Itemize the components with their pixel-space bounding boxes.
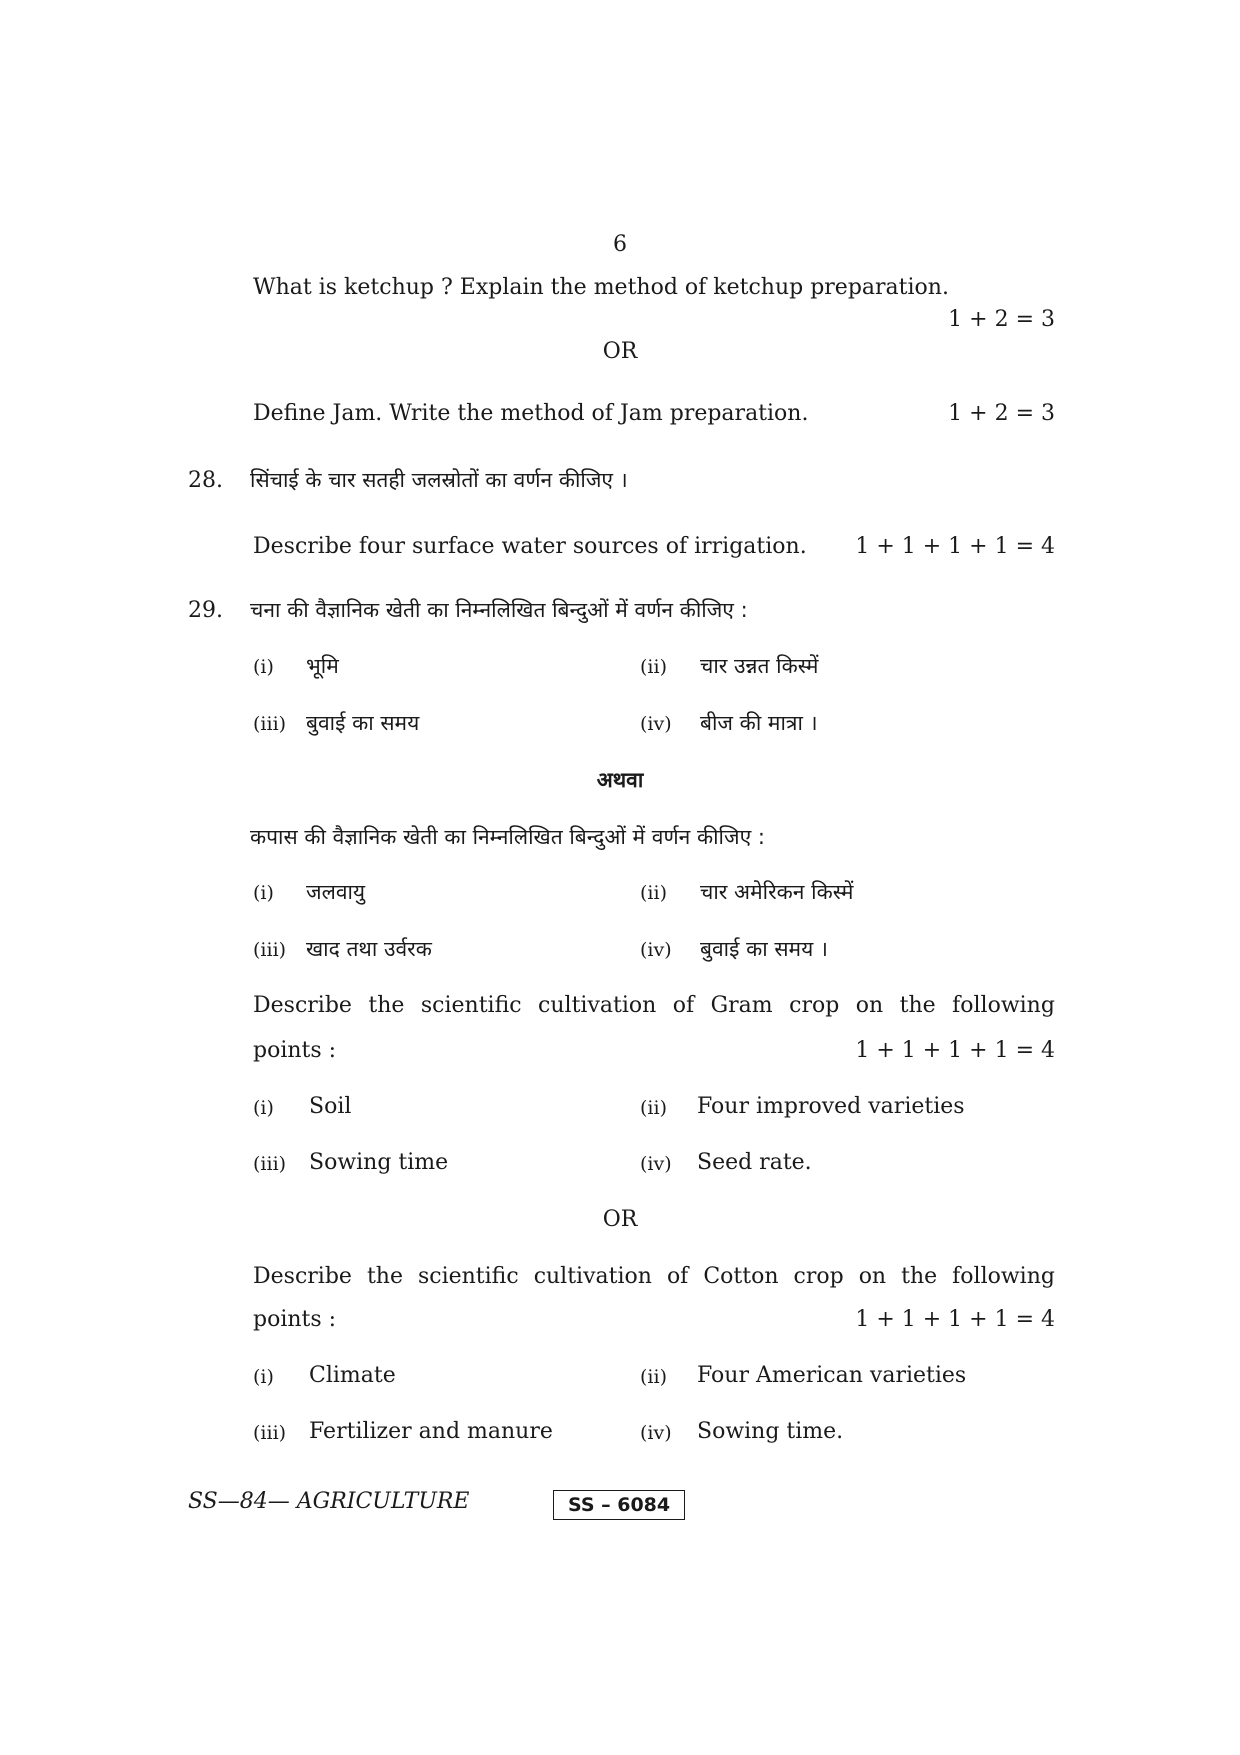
point-number: (i) [253, 882, 274, 904]
point-number: (i) [253, 1097, 274, 1119]
point-number: (ii) [640, 1366, 667, 1388]
or-separator: OR [602, 339, 638, 364]
point-text: Four improved varieties [697, 1094, 965, 1119]
point-number: (iv) [640, 1422, 672, 1444]
q29-hindi-text: चना की वैज्ञानिक खेती का निम्नलिखित बिन्दुओं में वर्णन कीजिए : [250, 598, 748, 622]
point-number: (i) [253, 656, 274, 678]
word: crop [793, 1264, 844, 1289]
point-number: (iii) [253, 1153, 287, 1175]
word: the [899, 993, 936, 1018]
word: of [672, 993, 695, 1018]
hindi-or-separator: अथवा [596, 768, 644, 792]
q29-english-line2: points : [253, 1038, 337, 1063]
point-text: जलवायु [306, 880, 366, 904]
point-text: Sowing time [309, 1150, 449, 1175]
point-text: चार उन्नत किस्में [700, 654, 819, 678]
question-number: 28. [188, 468, 223, 493]
point-text: बुवाई का समय । [700, 937, 828, 961]
word: of [666, 1264, 689, 1289]
paper-code-box: SS – 6084 [553, 1490, 685, 1520]
q29-english-marks: 1 + 1 + 1 + 1 = 4 [855, 1038, 1055, 1063]
q27-marks: 1 + 2 = 3 [948, 307, 1055, 332]
word: scientific [420, 993, 522, 1018]
point-text: बीज की मात्रा । [700, 711, 818, 735]
word: Describe [253, 993, 352, 1018]
word: scientific [417, 1264, 519, 1289]
q27-alt-marks: 1 + 2 = 3 [948, 401, 1055, 426]
point-text: बुवाई का समय [306, 711, 420, 735]
point-number: (iv) [640, 939, 672, 961]
q27-question: What is ketchup ? Explain the method of ketchup preparation. [253, 275, 949, 300]
point-text: भूमि [306, 654, 339, 678]
q28-hindi-text: सिंचाई के चार सतही जलस्रोतों का वर्णन कीजिए । [250, 468, 628, 492]
word: Describe [253, 1264, 352, 1289]
word: Cotton [703, 1264, 779, 1289]
q28-marks: 1 + 1 + 1 + 1 = 4 [855, 534, 1055, 559]
word: crop [789, 993, 840, 1018]
point-number: (iv) [640, 713, 672, 735]
point-number: (i) [253, 1366, 274, 1388]
word: the [901, 1264, 938, 1289]
word: on [858, 1264, 887, 1289]
point-text: चार अमेरिकन किस्में [700, 880, 854, 904]
q29-english-alt-line1 [253, 1262, 1055, 1292]
page-number: 6 [613, 232, 627, 257]
or-separator: OR [602, 1207, 638, 1232]
point-number: (iii) [253, 939, 287, 961]
word: cultivation [538, 993, 657, 1018]
point-number: (ii) [640, 1097, 667, 1119]
point-text: Seed rate. [697, 1150, 812, 1175]
point-number: (iii) [253, 1422, 287, 1444]
point-number: (ii) [640, 656, 667, 678]
q29-english-alt-marks: 1 + 1 + 1 + 1 = 4 [855, 1307, 1055, 1332]
q29-hindi-alt-text: कपास की वैज्ञानिक खेती का निम्नलिखित बिन्दुओं में वर्णन कीजिए : [250, 825, 765, 849]
point-text: खाद तथा उर्वरक [306, 937, 432, 961]
point-text: Soil [309, 1094, 352, 1119]
word: on [855, 993, 884, 1018]
point-number: (ii) [640, 882, 667, 904]
word: following [952, 993, 1055, 1018]
point-number: (iii) [253, 713, 287, 735]
q28-english-text: Describe four surface water sources of irrigation. [253, 534, 807, 559]
point-text: Climate [309, 1363, 396, 1388]
q29-english-line1 [253, 991, 1055, 1021]
point-text: Fertilizer and manure [309, 1419, 553, 1444]
q29-english-alt-line2: points : [253, 1307, 337, 1332]
word: cultivation [533, 1264, 652, 1289]
word: the [368, 993, 405, 1018]
point-number: (iv) [640, 1153, 672, 1175]
word: following [952, 1264, 1055, 1289]
footer-subject: SS—84— AGRICULTURE [188, 1489, 470, 1514]
word: the [366, 1264, 403, 1289]
question-number: 29. [188, 598, 223, 623]
q27-alt-question: Define Jam. Write the method of Jam preparation. [253, 401, 809, 426]
point-text: Four American varieties [697, 1363, 967, 1388]
point-text: Sowing time. [697, 1419, 844, 1444]
word: Gram [710, 993, 773, 1018]
